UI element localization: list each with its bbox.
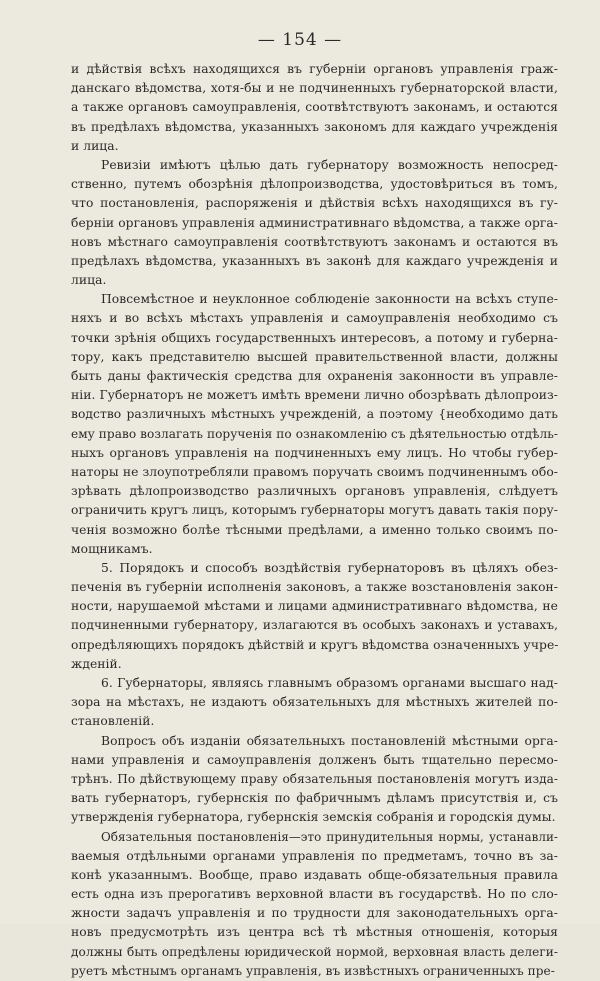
text-line: нами управленія и самоуправленія долженъ быть тщательно пересмо- xyxy=(71,751,558,770)
text-line: и лица. xyxy=(71,137,558,156)
paragraph xyxy=(71,828,558,981)
text-line: ему право возлагать порученія по ознакомленію съ дѣятельностью отдѣль- xyxy=(71,425,558,444)
text-line: жности задачъ управленія и по трудности для законодательныхъ орга- xyxy=(71,904,558,923)
text-line: Ревизіи имѣютъ цѣлью дать губернатору возможность непосред- xyxy=(71,156,558,175)
text-body xyxy=(71,60,558,981)
text-line: опредѣляющихъ порядокъ дѣйствій и кругъ вѣдомства означенныхъ учре- xyxy=(71,636,558,655)
text-line: зрѣвать дѣлопроизводство различныхъ органовъ управленія, слѣдуетъ xyxy=(71,482,558,501)
text-line: водство различныхъ мѣстныхъ учрежденій, а поэтому {необходимо дать xyxy=(71,405,558,424)
text-line: лица. xyxy=(71,271,558,290)
text-line: печенія въ губерніи исполненія законовъ, а также возстановленія закон- xyxy=(71,578,558,597)
text-line: ныхъ органовъ управленія на подчиненныхъ ему лицъ. Но чтобы губер- xyxy=(71,444,558,463)
page-number: — 154 — xyxy=(0,30,600,50)
text-line: въ предѣлахъ вѣдомства, указанныхъ закономъ для каждаго учрежденія xyxy=(71,118,558,137)
text-line: трѣнъ. По дѣйствующему праву обязательныя постановленія могутъ изда- xyxy=(71,770,558,789)
text-line: тору, какъ представителю высшей правительственной власти, должны xyxy=(71,348,558,367)
text-line: мощникамъ. xyxy=(71,540,558,559)
text-line: руетъ мѣстнымъ органамъ управленія, въ извѣстныхъ ограниченныхъ пре- xyxy=(71,962,558,981)
text-line: наторы не злоупотребляли правомъ поручать своимъ подчиненнымъ обо- xyxy=(71,463,558,482)
paragraph xyxy=(71,60,558,156)
text-line: Вопросъ объ изданіи обязательныхъ постановленій мѣстными орга- xyxy=(71,732,558,751)
text-line: становленій. xyxy=(71,712,558,731)
text-line: предѣлахъ вѣдомства, указанныхъ въ законѣ для каждаго учрежденія и xyxy=(71,252,558,271)
text-line: ограничить кругъ лицъ, которымъ губернаторы могутъ давать такія пору- xyxy=(71,501,558,520)
text-line: 5. Порядокъ и способъ воздѣйствія губернаторовъ въ цѣляхъ обез- xyxy=(71,559,558,578)
paragraph xyxy=(71,732,558,828)
paragraph xyxy=(71,674,558,732)
text-line: есть одна изъ прерогативъ верховной власти въ государствѣ. Но по сло- xyxy=(71,885,558,904)
text-line: точки зрѣнія общихъ государственныхъ интересовъ, а потому и губерна- xyxy=(71,329,558,348)
text-line: жденій. xyxy=(71,655,558,674)
text-line: Повсемѣстное и неуклонное соблюденіе законности на всѣхъ ступе- xyxy=(71,290,558,309)
paragraph xyxy=(71,156,558,290)
text-line: берніи органовъ управленія административнаго вѣдомства, а также орга- xyxy=(71,214,558,233)
text-line: подчиненными губернатору, излагаются въ особыхъ законахъ и уставахъ, xyxy=(71,616,558,635)
text-line: зора на мѣстахъ, не издаютъ обязательныхъ для мѣстныхъ жителей по- xyxy=(71,693,558,712)
text-line: данскаго вѣдомства, хотя-бы и не подчиненныхъ губернаторской власти, xyxy=(71,79,558,98)
text-line: что постановленія, распоряженія и дѣйствія всѣхъ находящихся въ гу- xyxy=(71,194,558,213)
text-line: ченія возможно болѣе тѣсными предѣлами, а именно только своимъ по- xyxy=(71,521,558,540)
paragraph xyxy=(71,559,558,674)
text-line: няхъ и во всѣхъ мѣстахъ управленія и самоуправленія необходимо съ xyxy=(71,309,558,328)
text-line: конѣ указаннымъ. Вообще, право издавать обще-обязательныя правила xyxy=(71,866,558,885)
text-line: должны быть опредѣлены юридической нормой, верховная власть делеги- xyxy=(71,943,558,962)
text-line: и дѣйствія всѣхъ находящихся въ губерніи органовъ управленія граж- xyxy=(71,60,558,79)
text-line: ніи. Губернаторъ не можетъ имѣть времени лично обозрѣвать дѣлопроиз- xyxy=(71,386,558,405)
text-line: ственно, путемъ обозрѣнія дѣлопроизводства, удостовѣриться въ томъ, xyxy=(71,175,558,194)
text-line: Обязательныя постановленія—это принудительныя нормы, устанавли- xyxy=(71,828,558,847)
text-line: новъ мѣстнаго самоуправленія соотвѣтствуютъ законамъ и остаются въ xyxy=(71,233,558,252)
text-line: вать губернаторъ, губернскія по фабричнымъ дѣламъ присутствія и, съ xyxy=(71,789,558,808)
text-line: 6. Губернаторы, являясь главнымъ образомъ органами высшаго над- xyxy=(71,674,558,693)
text-line: новъ предусмотрѣть изъ центра всѣ тѣ мѣстныя отношенія, которыя xyxy=(71,923,558,942)
text-line: быть даны фактическія средства для охраненія законности въ управле- xyxy=(71,367,558,386)
text-line: ваемыя отдѣльными органами управленія по предметамъ, точно въ за- xyxy=(71,847,558,866)
text-line: ности, нарушаемой мѣстами и лицами административнаго вѣдомства, не xyxy=(71,597,558,616)
text-line: а также органовъ самоуправленія, соотвѣтствуютъ законамъ, и остаются xyxy=(71,98,558,117)
paragraph xyxy=(71,290,558,559)
text-line: утвержденія губернатора, губернскія земскія собранія и городскія думы. xyxy=(71,808,558,827)
